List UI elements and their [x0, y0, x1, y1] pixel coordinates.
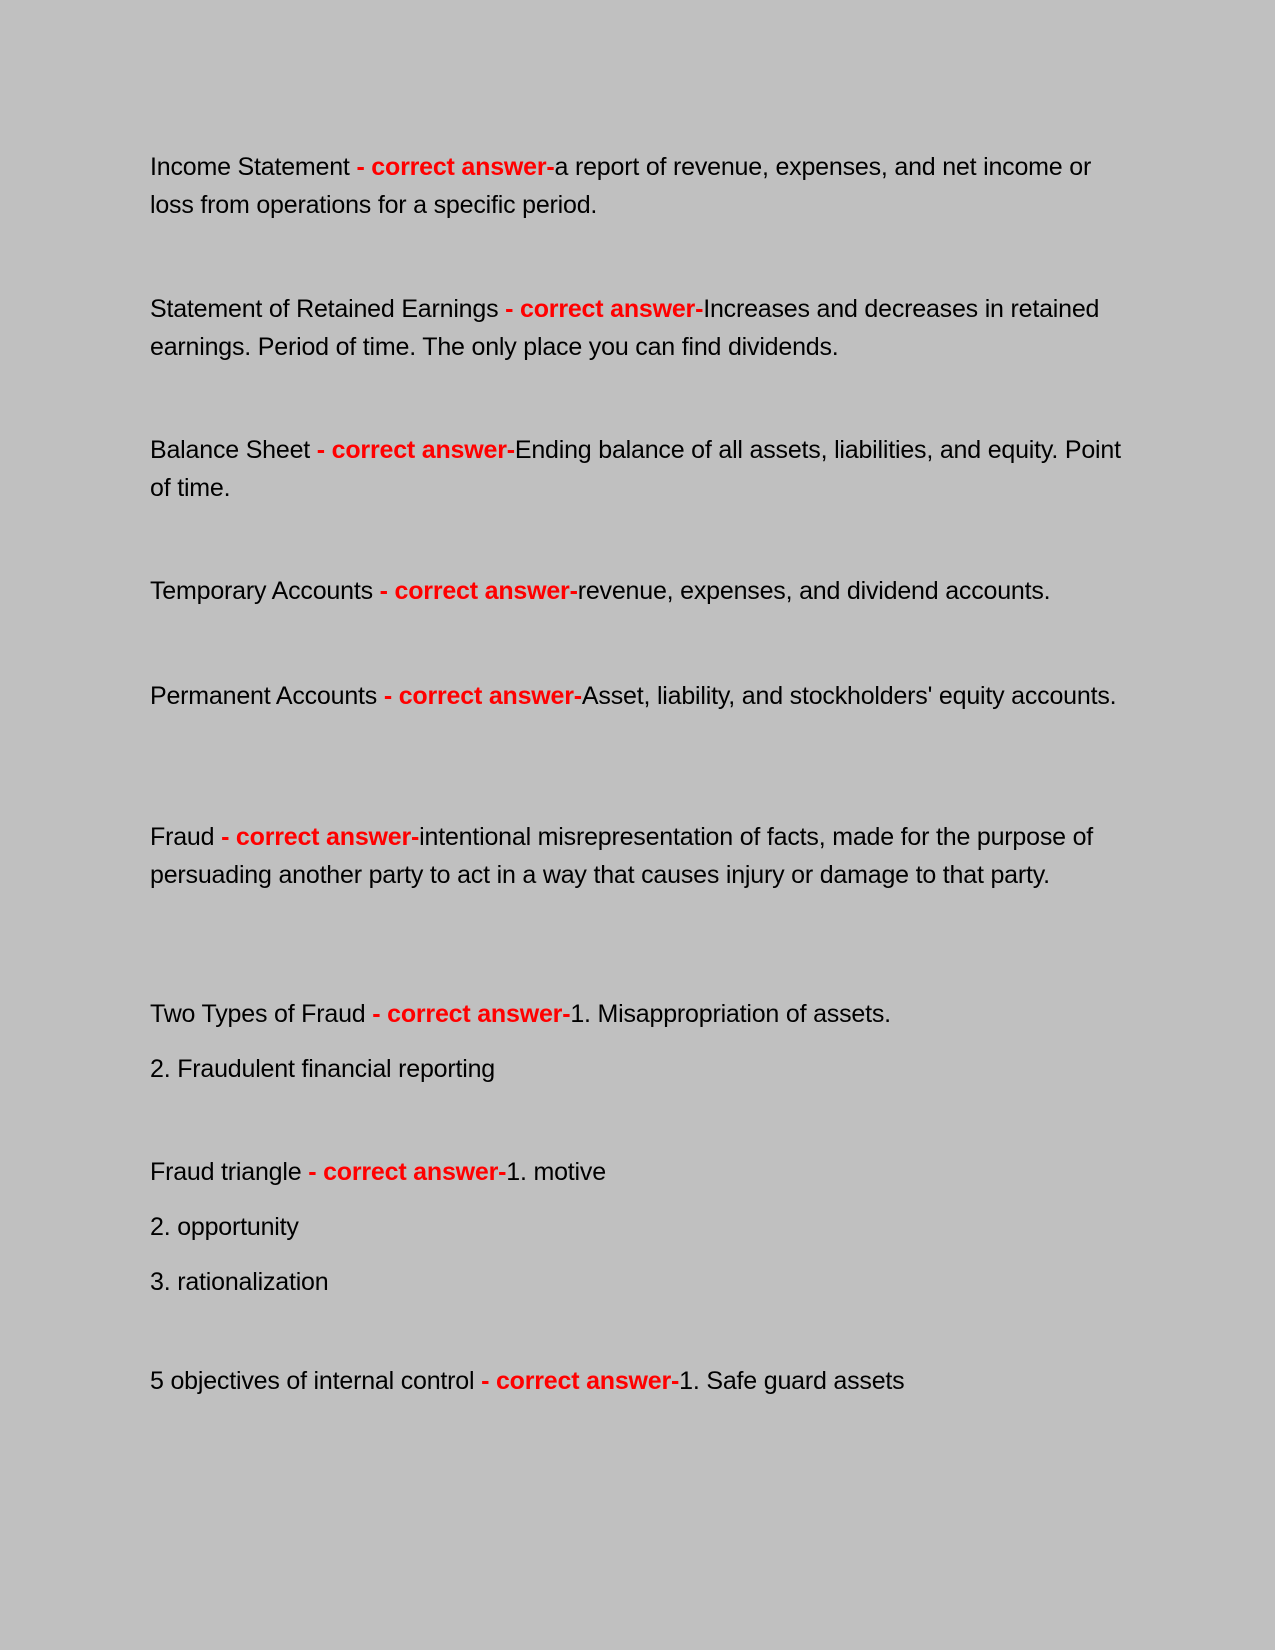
entry-first-line	[150, 290, 1130, 366]
qa-entry-fraud	[150, 818, 1130, 894]
entry-answer: Ending balance of all assets, liabilities, and equity. Point of time.	[150, 436, 1121, 502]
entry-answer: intentional misrepresentation of facts, made for the purpose of persuading another party to act in a way that causes injury or damage to that party.	[150, 823, 1094, 889]
entry-answer: a report of revenue, expenses, and net income or loss from operations for a specific period.	[150, 153, 1092, 219]
entry-term: Fraud	[150, 823, 222, 851]
entry-first-line	[150, 1362, 1130, 1400]
correct-answer-marker: - correct answer-	[221, 823, 420, 851]
entry-term: Temporary Accounts	[150, 577, 380, 605]
correct-answer-marker: - correct answer-	[383, 682, 582, 710]
entry-first-line	[150, 677, 1130, 715]
entry-first-line	[150, 1153, 1130, 1191]
correct-answer-marker: - correct answer-	[356, 153, 555, 181]
correct-answer-marker: - correct answer-	[481, 1367, 680, 1395]
entry-answer-line: 2. opportunity	[150, 1213, 299, 1241]
entry-term: Two Types of Fraud	[150, 1000, 373, 1028]
entry-term: Permanent Accounts	[150, 682, 384, 710]
correct-answer-marker: - correct answer-	[372, 1000, 571, 1028]
entry-answer: Increases and decreases in retained earnings. Period of time. The only place you can find dividends.	[150, 295, 1100, 361]
entry-answer: 1. Safe guard assets	[679, 1367, 905, 1395]
entry-term: 5 objectives of internal control	[150, 1367, 482, 1395]
entry-answer-line: 2. Fraudulent financial reporting	[150, 1055, 495, 1083]
qa-entry-temporary-accounts	[150, 572, 1130, 610]
correct-answer-marker: - correct answer-	[379, 577, 578, 605]
qa-entry-two-types-of-fraud	[150, 995, 1130, 1088]
qa-entry-income-statement	[150, 148, 1130, 224]
qa-entry-permanent-accounts	[150, 677, 1130, 715]
qa-entry-internal-control	[150, 1362, 1130, 1400]
qa-entry-balance-sheet	[150, 431, 1130, 507]
entry-term: Statement of Retained Earnings	[150, 295, 506, 323]
entry-term: Fraud triangle	[150, 1158, 309, 1186]
entry-term: Balance Sheet	[150, 436, 317, 464]
entry-answer: Asset, liability, and stockholders' equity accounts.	[581, 682, 1117, 710]
entry-answer-line: 3. rationalization	[150, 1268, 329, 1296]
entry-first-line	[150, 431, 1130, 507]
entry-first-line	[150, 995, 1130, 1033]
correct-answer-marker: - correct answer-	[316, 436, 515, 464]
entry-term: Income Statement	[150, 153, 357, 181]
entry-answer: 1. Misappropriation of assets.	[570, 1000, 891, 1028]
entry-answer: 1. motive	[506, 1158, 606, 1186]
entry-answer: revenue, expenses, and dividend accounts.	[577, 577, 1051, 605]
entry-first-line	[150, 572, 1130, 610]
qa-entry-retained-earnings	[150, 290, 1130, 366]
correct-answer-marker: - correct answer-	[308, 1158, 507, 1186]
entry-first-line	[150, 148, 1130, 224]
entry-first-line	[150, 818, 1130, 894]
correct-answer-marker: - correct answer-	[505, 295, 704, 323]
qa-entry-fraud-triangle	[150, 1153, 1130, 1301]
